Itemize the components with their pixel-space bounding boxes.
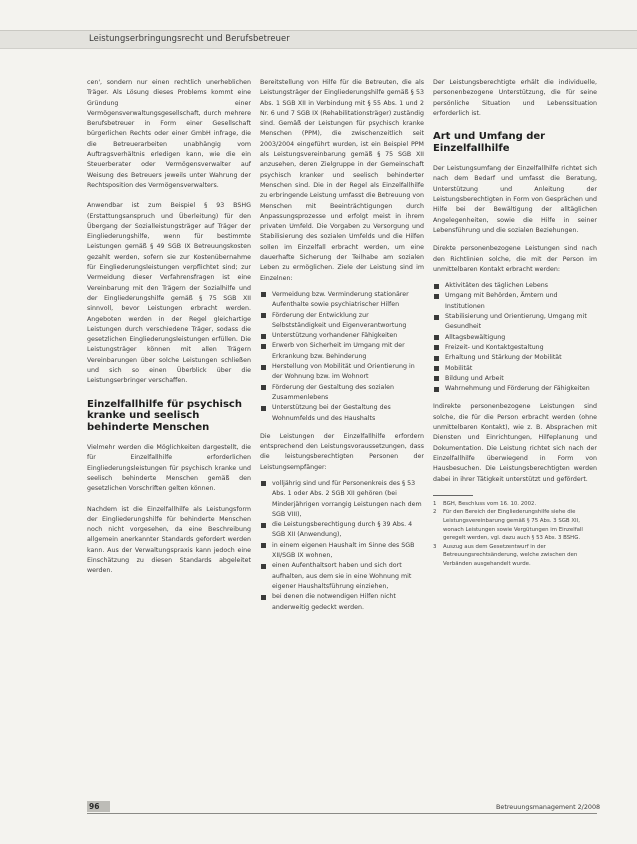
paragraph: Direkte personenbezogene Leistungen sind nach den Richtlinien solche, die mit der Person im unmittelbaren Kontakt erbracht werden: <box>433 245 597 273</box>
section-heading: Einzelfallhilfe für psychisch kranke und seelisch behinderte Menschen <box>87 398 242 433</box>
list-item: bei denen die notwendigen Hilfen nicht anderweitig gedeckt werden. <box>260 592 424 613</box>
list-item: die Leistungsberechtigung durch § 39 Abs. 4 SGB XII (Anwendung), <box>260 520 424 541</box>
paragraph: cen', sondern nur einen rechtlich unerheblichen Träger. Als Lösung dieses Problems kommt eine Gründung einer Vermögensverwaltungsgesellschaft, durch mehrere Berufsbetreuer in Form einer Gesellschaft bürgerlichen Rechts oder einer GmbH infrage, die die Betreuerarbeiten unabhängig vom Auftragsverhältnis erledigen kann, wie die ein Steuerberater oder Vermögensverwalter auf Weisung des Betreuers jeweils unter Wahrung der Rechtsposition des Vermögensverwalters. <box>87 79 251 189</box>
list-item: Erhaltung und Stärkung der Mobilität <box>433 353 597 363</box>
section-heading: Art und Umfang der Einzelfallhilfe <box>433 131 546 154</box>
journal-title: Betreuungsmanagement 2/2008 <box>496 803 601 811</box>
list-item: Unterstützung vorhandener Fähigkeiten <box>260 331 424 341</box>
paragraph: Der Leistungsberechtigte erhält die individuelle, personenbezogene Unterstützung, die für seine persönliche Situation und Lebenssituation erforderlich ist. <box>433 79 597 117</box>
footnote-text: Für den Bereich der Eingliederungshilfe siehe die Leistungsvereinbarung gemäß § 75 Abs. 3 SGB XII, wonach Leistungen sowie Vergütungen im Einzelfall geregelt werden, vgl. dazu auch § 53 Abs. 3 BSHG. <box>443 509 583 542</box>
bullet-list-services <box>433 281 597 394</box>
running-header: Leistungserbringungsrecht und Berufsbetreuer <box>89 33 290 43</box>
footnote-text: Auszug aus dem Gesetzentwurf in der Betreuungsrechtsänderung, welche zwischen den Verbänden ausgehandelt wurde. <box>443 543 578 567</box>
list-item: Alltagsbewältigung <box>433 333 597 343</box>
list-item: Förderung der Gestaltung des sozialen Zusammenlebens <box>260 383 424 404</box>
list-item: Vermeidung bzw. Verminderung stationärer Aufenthalte sowie psychiatrischer Hilfen <box>260 290 424 311</box>
list-item: Freizeit- und Kontaktgestaltung <box>433 343 597 353</box>
paragraph: Der Leistungsumfang der Einzelfallhilfe richtet sich nach dem Bedarf und umfasst die Beratung, Unterstützung und Anleitung der Leistungsberechtigten in Form von Gesprächen und Hilfe bei der Bewältigung der alltäglichen Angelegenheiten, sowie die Hilfe in seiner Lebensführung und die sozialen Beziehungen. <box>433 165 597 234</box>
footnote-text: BGH, Beschluss vom 16. 10. 2002. <box>443 500 537 507</box>
list-item: Unterstützung bei der Gestaltung des Wohnumfelds und des Haushalts <box>260 403 424 424</box>
list-item: volljährig sind und für Personenkreis des § 53 Abs. 1 oder Abs. 2 SGB XII gehören (bei Minderjährigen vorrangig Leistungen nach dem SGB VIII), <box>260 479 424 520</box>
column-1 <box>87 78 251 577</box>
footnote-number: 2 <box>433 509 437 516</box>
paragraph: Bereitstellung von Hilfe für die Betreuten, die als Leistungsträger der Eingliederungshilfe gemäß § 53 Abs. 1 SGB XII in Verbindung mit § 55 Abs. 1 und 2 Nr. 6 und 7 SGB IX (Rehabilitationsträger) zuständig sind. Gemäß der Leistungen für psychisch kranke Menschen (PPM), die zwischenzeitlich seit 2003/2004 eingeführt wurden, ist ein Beispiel PPM als Leistungsvereinbarung gemäß § 75 SGB XII anzusehen, deren Zielgruppe in der Gemeinschaft psychisch kranker und seelisch behinderter Menschen sind. Die in der Regel als Einzelfallhilfe zu erbringende Leistung umfasst die Betreuung von Menschen mit Beeinträchtigungen durch Anpassungsprozesse und erfolgt meist in ihrem privaten Umfeld. Die Vorgaben zu Versorgung und Stabilisierung des sozialen Umfelds und die Hilfen sollen im Einzelfall erbracht werden, um eine dauerhafte Sicherung der Teilhabe am sozialen Leben zu ermöglichen. Ziele der Leistung sind im Einzelnen: <box>260 79 424 282</box>
column-3 <box>433 78 597 569</box>
list-item: in einem eigenen Haushalt im Sinne des SGB XII/SGB IX wohnen, <box>260 541 424 562</box>
paragraph: Die Leistungen der Einzelfallhilfe erfordern entsprechend den Leistungsvoraussetzungen, dass die leistungsberechtigten Personen der Leistungsempfänger: <box>260 432 424 471</box>
page-number: 96 <box>89 802 100 811</box>
list-item: Herstellung von Mobilität und Orientierung in der Wohnung bzw. im Wohnort <box>260 362 424 383</box>
paragraph: Vielmehr werden die Möglichkeiten dargestellt, die für Einzelfallhilfe erforderlichen Eingliederungsleistungen für psychisch kranke und seelisch behinderte Menschen gemäß den gesetzlichen Vorschriften gelten können. <box>87 444 251 493</box>
footnote <box>433 508 597 542</box>
list-item: Stabilisierung und Orientierung, Umgang mit Gesundheit <box>433 312 597 333</box>
bullet-list-goals <box>260 290 424 424</box>
list-item: Aktivitäten des täglichen Lebens <box>433 281 597 291</box>
paragraph: Indirekte personenbezogene Leistungen sind solche, die für die Person erbracht werden (ohne unmittelbaren Kontakt), wie z. B. Absprachen mit Diensten und Einrichtungen, Hilfeplanung und Dokumentation. Die Leistung richtet sich nach der Einzelfallhilfe überwiegend in Form von Hausbesuchen. Die Leistungsberechtigten werden dabei in ihrer Tätigkeit unterstützt und gefördert. <box>433 403 597 483</box>
list-item: Erwerb von Sicherheit im Umgang mit der Erkrankung bzw. Behinderung <box>260 341 424 362</box>
list-item: Förderung der Entwicklung zur Selbstständigkeit und Eigenverantwortung <box>260 311 424 332</box>
list-item: einen Aufenthaltsort haben und sich dort aufhalten, aus dem sie in eine Wohnung mit eigener Haushaltsführung einziehen, <box>260 561 424 592</box>
footnote-number: 1 <box>433 500 437 507</box>
footer-rule <box>87 813 597 814</box>
footnote <box>433 500 597 509</box>
column-2 <box>260 78 424 613</box>
footnote <box>433 543 597 569</box>
footnote-number: 3 <box>433 543 437 550</box>
paragraph: Nachdem ist die Einzelfallhilfe als Leistungsform der Eingliederungshilfe für behinderte Menschen noch nicht vorgesehen, da eine Beschreibung allgemein anerkannter Standards gefordert werden kann. Aus der Verwaltungspraxis kann jedoch eine Einschätzung zu diesen Standards abgeleitet werden. <box>87 505 251 575</box>
list-item: Umgang mit Behörden, Ämtern und Institutionen <box>433 291 597 312</box>
bullet-list-requirements <box>260 479 424 613</box>
list-item: Wahrnehmung und Förderung der Fähigkeiten <box>433 384 597 394</box>
paragraph: Anwendbar ist zum Beispiel § 93 BSHG (Erstattungsanspruch und Überleitung) für den Übergang der Sozialleistungsträger auf Träger der Eingliederungshilfe, wenn für bestimmte Leistungen gemäß § 49 SGB IX Betreuungskosten gezahlt werden, sofern sie zur Kostenübernahme für Eingliederungsleistungen verpflichtet sind; zur Vermeidung dieser Verfahrensfragen ist eine Vereinbarung mit den Trägern der Sozialhilfe und der Eingliederungshilfe gemäß § 75 SGB XII sinnvoll, bevor Leistungen erbracht werden. Angeboten werden in der Regel gleichartige Leistungen durch verschiedene Träger, sodass die gesetzlichen Eingliederungsleistungen erfüllen. Die Leistungsträger können mit allen Trägern Vereinbarungen über solche Leistungen schließen und sich so einen Überblick über die Leistungserbringer verschaffen. <box>87 202 251 385</box>
list-item: Bildung und Arbeit <box>433 374 597 384</box>
list-item: Mobilität <box>433 364 597 374</box>
